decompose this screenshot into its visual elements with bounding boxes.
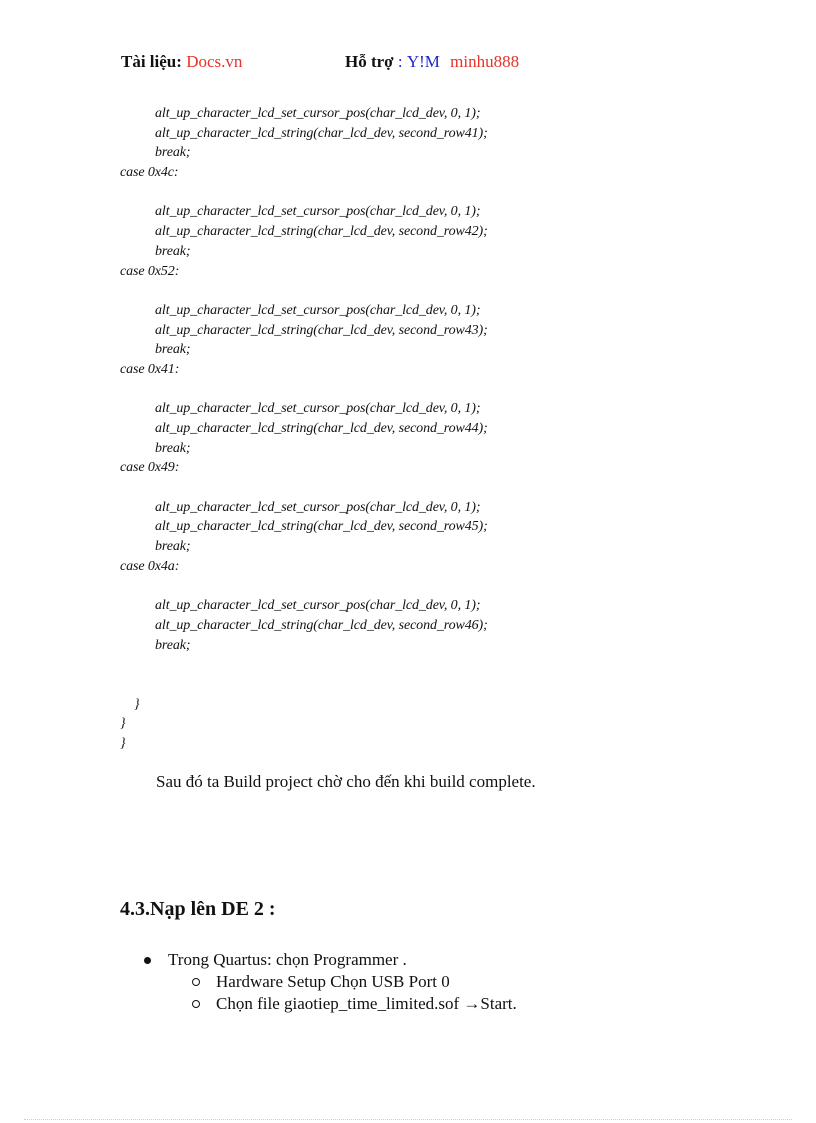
code-line: break;: [155, 539, 191, 555]
bullet-list: [140, 950, 517, 1016]
bullet-dot-icon: [144, 957, 151, 964]
list-item: [140, 950, 517, 972]
ym-username: minhu888: [450, 52, 520, 71]
code-line: alt_up_character_lcd_set_cursor_pos(char_lcd_dev, 0, 1);: [155, 302, 481, 318]
list-item-text: Hardware Setup Chọn USB Port 0: [216, 972, 450, 991]
code-line: break;: [155, 637, 191, 653]
code-line: alt_up_character_lcd_string(char_lcd_dev, second_row43);: [155, 322, 488, 338]
code-line: alt_up_character_lcd_string(char_lcd_dev, second_row45);: [155, 519, 488, 535]
code-line: alt_up_character_lcd_string(char_lcd_dev, second_row42);: [155, 224, 488, 240]
code-line: alt_up_character_lcd_set_cursor_pos(char_lcd_dev, 0, 1);: [155, 106, 481, 121]
code-line: alt_up_character_lcd_string(char_lcd_dev, second_row46);: [155, 617, 488, 633]
code-line: alt_up_character_lcd_set_cursor_pos(char_lcd_dev, 0, 1);: [155, 598, 481, 614]
page-header: [121, 52, 520, 72]
section-heading: 4.3.Nạp lên DE 2 :: [120, 898, 276, 920]
code-line: case 0x4a:: [120, 558, 180, 574]
code-line: case 0x52:: [120, 263, 180, 279]
docs-link[interactable]: Docs.vn: [186, 52, 243, 71]
support-info: [345, 52, 519, 72]
tailieu-label: Tài liệu: [121, 52, 177, 71]
code-line: alt_up_character_lcd_set_cursor_pos(char_lcd_dev, 0, 1);: [155, 499, 481, 515]
code-line: case 0x49:: [120, 460, 180, 476]
code-line: [120, 380, 488, 400]
code-line: [120, 675, 488, 695]
code-line: }: [134, 696, 140, 712]
code-block: [120, 104, 488, 754]
hotro-label: Hỗ trợ: [345, 52, 394, 71]
code-line: alt_up_character_lcd_string(char_lcd_dev, second_row44);: [155, 421, 488, 436]
bullet-circle-icon: [192, 978, 200, 986]
code-line: break;: [155, 243, 191, 259]
bullet-circle-icon: [192, 1000, 200, 1008]
code-line: }: [120, 736, 126, 751]
code-line: alt_up_character_lcd_set_cursor_pos(char_lcd_dev, 0, 1);: [155, 204, 481, 220]
list-item-text: Chọn file giaotiep_time_limited.sof →Start.: [216, 994, 517, 1013]
code-line: break;: [155, 145, 191, 161]
code-line: [120, 183, 488, 203]
code-line: }: [120, 716, 126, 732]
code-line: case 0x4c:: [120, 165, 179, 181]
code-line: alt_up_character_lcd_string(char_lcd_dev, second_row41);: [155, 125, 488, 141]
code-line: break;: [155, 440, 191, 456]
list-item-text: Trong Quartus: chọn Programmer .: [168, 950, 407, 969]
code-line: [120, 478, 488, 498]
page-divider: [24, 1119, 792, 1120]
list-item: [140, 972, 517, 994]
code-line: case 0x41:: [120, 361, 180, 377]
code-line: [120, 281, 488, 301]
hotro-colon: :: [397, 52, 403, 71]
list-item: [140, 994, 517, 1016]
code-line: [120, 655, 488, 675]
code-line: [120, 577, 488, 597]
ym-label: Y!M: [406, 52, 440, 71]
body-paragraph: Sau đó ta Build project chờ cho đến khi build complete.: [156, 772, 536, 791]
tailieu-colon: :: [176, 52, 182, 71]
code-line: alt_up_character_lcd_set_cursor_pos(char_lcd_dev, 0, 1);: [155, 401, 481, 417]
code-line: break;: [155, 342, 191, 358]
